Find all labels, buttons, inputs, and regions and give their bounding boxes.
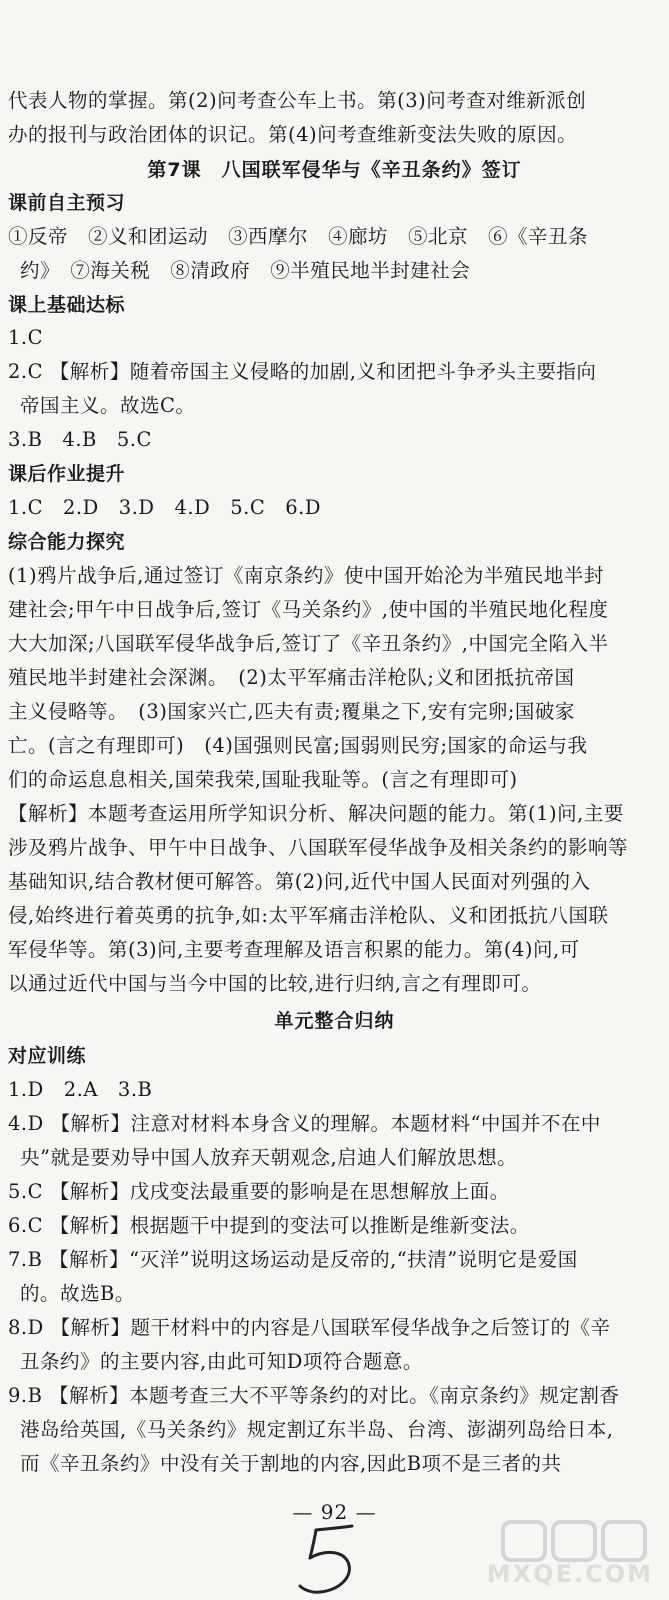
text-line: 涉及鸦片战争、甲午中日战争、八国联军侵华战争及相关条约的影响等 — [8, 836, 629, 859]
answer-line: 1.D 2.A 3.B — [8, 1078, 153, 1101]
text-line: 主义侵略等。 (3)国家兴亡,匹夫有责;覆巢之下,安有完卵;国破家 — [8, 700, 575, 723]
answer-line: 1.C 2.D 3.D 4.D 5.C 6.D — [8, 496, 322, 519]
answer-line: 7.B 【解析】“灭洋”说明这场运动是反帝的,“扶清”说明它是爱国 — [8, 1248, 578, 1271]
text-line: 帝国主义。故选C。 — [20, 394, 196, 417]
unit-title: 单元整合归纳 — [274, 1010, 395, 1032]
text-line: 办的报刊与政治团体的识记。第(4)问考查维新变法失败的原因。 — [8, 123, 578, 146]
text-line: 而《辛丑条约》中没有关于割地的内容,因此B项不是三者的共 — [20, 1452, 562, 1475]
text-line: 殖民地半封建社会深渊。 (2)太平军痛击洋枪队;义和团抵抗帝国 — [8, 666, 575, 689]
text-line: 代表人物的掌握。第(2)问考查公车上书。第(3)问考查对维新派创 — [8, 89, 587, 112]
handwritten-mark-icon — [290, 1520, 380, 1600]
text-line: 约》 ⑦海关税 ⑧清政府 ⑨半殖民地半封建社会 — [20, 259, 471, 282]
text-line: 建社会;甲午中日战争后,签订《马关条约》,使中国的半殖民地化程度 — [8, 598, 609, 621]
section-heading: 课上基础达标 — [8, 294, 126, 316]
watermark-logo-icon — [483, 1516, 663, 1596]
lesson-title: 第7课 八国联军侵华与《辛丑条约》签订 — [147, 159, 522, 181]
text-line: (1)鸦片战争后,通过签订《南京条约》使中国开始沦为半殖民地半封 — [8, 564, 604, 587]
answer-line: 4.D 【解析】注意对材料本身含义的理解。本题材料“中国并不在中 — [8, 1112, 601, 1135]
answer-line: 5.C 【解析】戊戌变法最重要的影响是在思想解放上面。 — [8, 1180, 510, 1203]
text-line: 基础知识,结合教材便可解答。第(2)问,近代中国人民面对列强的入 — [8, 870, 591, 893]
answer-line: 1.C — [8, 326, 44, 349]
section-heading: 对应训练 — [8, 1045, 87, 1067]
text-line: 丑条约》的主要内容,由此可知D项符合题意。 — [20, 1350, 423, 1373]
text-line: 港岛给英国,《马关条约》规定割辽东半岛、台湾、澎湖列岛给日本, — [20, 1418, 614, 1441]
text-line: 【解析】本题考查运用所学知识分析、解决问题的能力。第(1)问,主要 — [8, 802, 624, 825]
answer-line: 8.D 【解析】题干材料中的内容是八国联军侵华战争之后签订的《辛 — [8, 1316, 611, 1339]
page-number: — 92 — — [292, 1500, 377, 1524]
text-line: 们的命运息息相关,国荣我荣,国耻我耻等。(言之有理即可) — [8, 768, 518, 791]
text-line: 侵,始终进行着英勇的抗争,如:太平军痛击洋枪队、义和团抵抗八国联 — [8, 904, 609, 927]
text-line: 亡。(言之有理即可) (4)国强则民富;国弱则民穷;国家的命运与我 — [8, 734, 588, 757]
answer-line: 6.C 【解析】根据题干中提到的变法可以推断是维新变法。 — [8, 1214, 530, 1237]
text-line: 以通过近代中国与当今中国的比较,进行归纳,言之有理即可。 — [8, 972, 542, 995]
text-line: 大大加深;八国联军侵华战争后,签订了《辛丑条约》,中国完全陷入半 — [8, 632, 609, 655]
section-heading: 课前自主预习 — [8, 192, 126, 214]
answer-line: 3.B 4.B 5.C — [8, 428, 152, 451]
section-heading: 综合能力探究 — [8, 531, 126, 553]
answer-line: 2.C 【解析】随着帝国主义侵略的加剧,义和团把斗争矛头主要指向 — [8, 360, 597, 383]
text-line: 军侵华等。第(3)问,主要考查理解及语言积累的能力。第(4)问,可 — [8, 938, 580, 961]
watermark-text: MXQE.COM — [486, 1560, 653, 1588]
text-line: 的。故选B。 — [20, 1282, 135, 1305]
answer-line: 9.B 【解析】本题考查三大不平等条约的对比。《南京条约》规定割香 — [8, 1384, 620, 1407]
text-line: 央”就是要劝导中国人放弃天朝观念,启迪人们解放思想。 — [20, 1146, 518, 1169]
section-heading: 课后作业提升 — [8, 463, 126, 485]
text-line: ①反帝 ②义和团运动 ③西摩尔 ④廊坊 ⑤北京 ⑥《辛丑条 — [8, 225, 589, 248]
